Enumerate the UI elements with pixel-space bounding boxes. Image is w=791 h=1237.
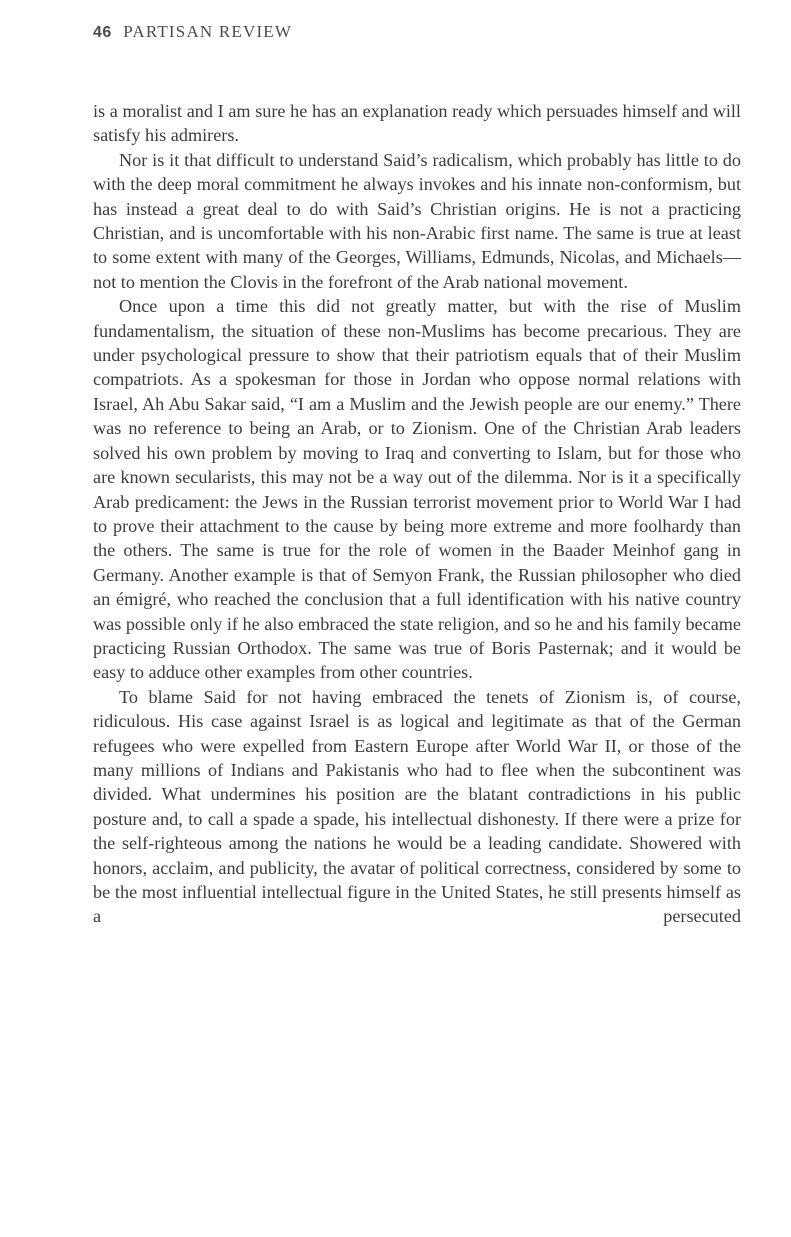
paragraph-blame-said: To blame Said for not having embraced the tenets of Zionism is, of course, ridiculous. His case against Israel is as logical and legitimate as that of the German refugees who were expelled from Eastern Europe after World War II, or those of the many millions of Indians and Pakistanis who had to flee when the subcontinent was divided. What undermines his position are the blatant contradictions in his public posture and, to call a spade a spade, his intellectual dishonesty. If there were a prize for the self-righteous among the nations he would be a leading candidate. Showered with honors, acclaim, and publicity, the avatar of political correctness, considered by some to be the most influential intellectual figure in the United States, he still presents himself as a persecuted <box>93 686 741 927</box>
paragraph-said-radicalism: Nor is it that difficult to understand Said’s radicalism, which probably has little to do with the deep moral commitment he always invokes and his innate non-conformism, but has instead a great deal to do with Said’s Christian origins. He is not a practicing Christian, and is uncomfortable with his non-Arabic first name. The same is true at least to some extent with many of the Georges, Williams, Edmunds, Nicolas, and Michaels—not to mention the Clovis in the forefront of the Arab national movement. <box>93 149 741 292</box>
paragraph-muslim-fundamentalism: Once upon a time this did not greatly matter, but with the rise of Muslim fundamentalism, the situation of these non-Muslims has become precarious. They are under psychological pressure to show that their patriotism equals that of their Muslim compatriots. As a spokesman for those in Jordan who oppose normal relations with Israel, Ah Abu Sakar said, “I am a Muslim and the Jewish people are our enemy.” There was no reference to being an Arab, or to Zionism. One of the Christian Arab leaders solved his own problem by moving to Iraq and converting to Islam, but for those who are known secularists, this may not be a way out of the dilemma. Nor is it a specifically Arab predicament: the Jews in the Russian terrorist movement prior to World War I had to prove their attachment to the cause by being more extreme and more foolhardy than the others. The same is true for the role of women in the Baader Meinhof gang in Germany. Another example is that of Semyon Frank, the Russian philosopher who died an émigré, who reached the conclusion that a full identification with his native country was possible only if he also embraced the state religion, and so he and his family became practicing Russian Orthodox. The same was true of Boris Pasternak; and it would be easy to adduce other examples from other countries. <box>93 296 741 683</box>
body-text <box>93 99 741 929</box>
page-number: 46 <box>93 24 112 41</box>
paragraph-continued: is a moralist and I am sure he has an explanation ready which persuades himself and will satisfy his admirers. <box>93 101 741 146</box>
running-head <box>93 22 292 42</box>
journal-title: PARTISAN REVIEW <box>123 22 293 41</box>
